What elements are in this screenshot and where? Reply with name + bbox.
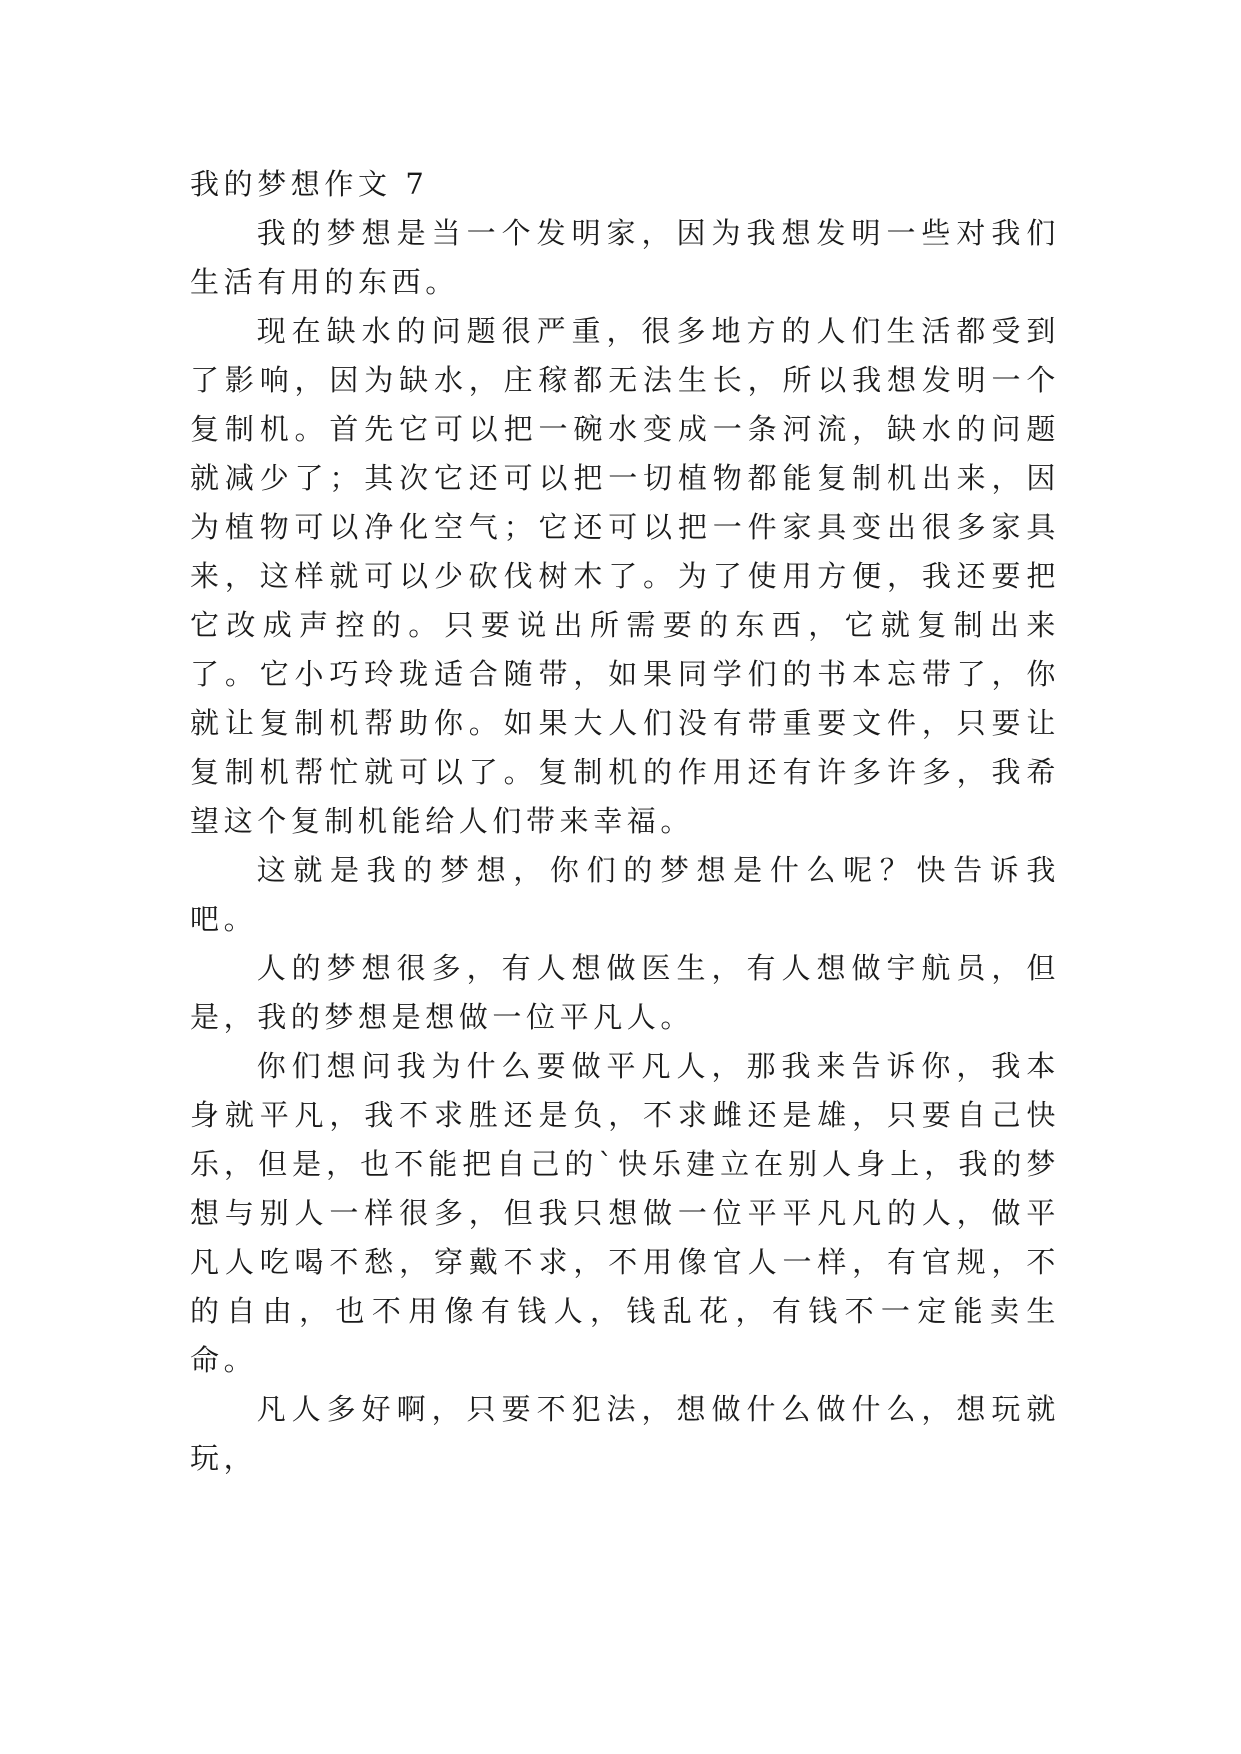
paragraph-5: 你们想问我为什么要做平凡人，那我来告诉你，我本身就平凡，我不求胜还是负，不求雌还是雄，只要自己快乐，但是，也不能把自己的`快乐建立在别人身上，我的梦想与别人一样很多，但我只想做一位平平凡凡的人，做平凡人吃喝不愁，穿戴不求，不用像官人一样，有官规，不的自由，也不用像有钱人，钱乱花，有钱不一定能卖生命。: [190, 1049, 1060, 1377]
paragraph-3: 这就是我的梦想，你们的梦想是什么呢？快告诉我吧。: [190, 853, 1060, 936]
paragraph-1: 我的梦想是当一个发明家，因为我想发明一些对我们生活有用的东西。: [190, 216, 1060, 299]
document-title: 我的梦想作文 7: [190, 167, 429, 201]
document-body: [190, 160, 1060, 1483]
paragraph-6: 凡人多好啊，只要不犯法，想做什么做什么，想玩就玩，: [190, 1392, 1060, 1475]
paragraph-2: 现在缺水的问题很严重，很多地方的人们生活都受到了影响，因为缺水，庄稼都无法生长，所以我想发明一个复制机。首先它可以把一碗水变成一条河流，缺水的问题就减少了；其次它还可以把一切植物都能复制机出来，因为植物可以净化空气；它还可以把一件家具变出很多家具来，这样就可以少砍伐树木了。为了使用方便，我还要把它改成声控的。只要说出所需要的东西，它就复制出来了。它小巧玲珑适合随带，如果同学们的书本忘带了，你就让复制机帮助你。如果大人们没有带重要文件，只要让复制机帮忙就可以了。复制机的作用还有许多许多，我希望这个复制机能给人们带来幸福。: [190, 314, 1060, 838]
paragraph-4: 人的梦想很多，有人想做医生，有人想做宇航员，但是，我的梦想是想做一位平凡人。: [190, 951, 1060, 1034]
